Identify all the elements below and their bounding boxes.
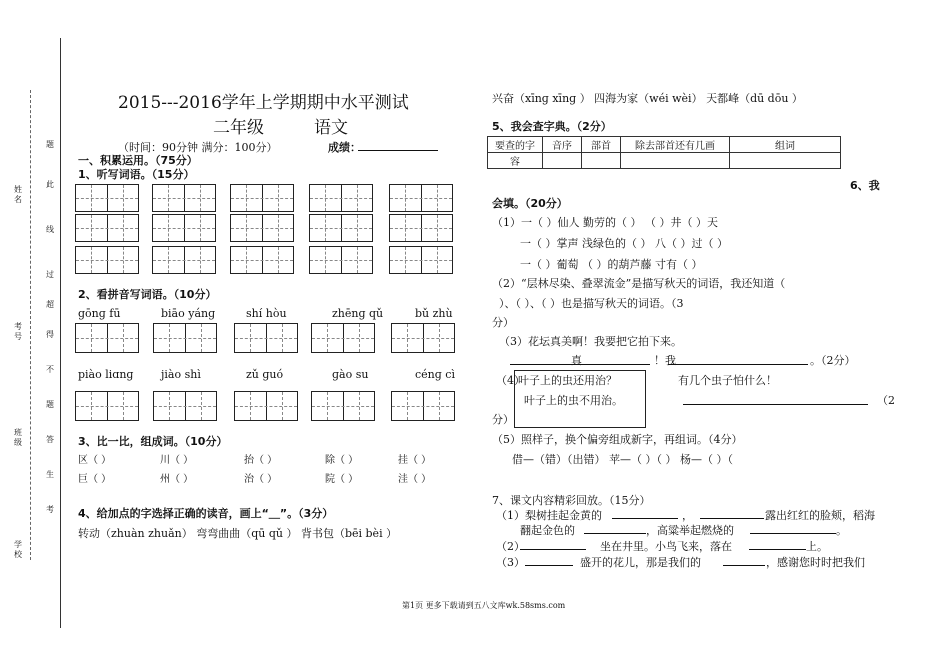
question-6-heading-a: 6、我 [850,179,880,192]
dictation-cell[interactable] [309,184,373,212]
banji-label: 班级 [14,428,22,447]
q7-line-3b: 坐在井里。小鸟飞来，落在 [600,540,732,553]
q7-line-2a: 翻起金色的 [520,524,575,537]
dict-header-bushou: 部首 [582,137,621,153]
compare-word: 除（ ） [325,455,359,466]
dictation-cell[interactable] [152,246,216,274]
seal-char: 题 [46,140,54,149]
compare-word: 巨（ ） [78,474,112,485]
binding-line-dashed [30,90,31,560]
q6-line-5: ）、（ ）、（ ）也是描写秋天的词语。（3 [499,297,684,310]
dictation-cell[interactable] [230,184,294,212]
seal-char: 题 [46,400,54,409]
q7-line-1b: ， [682,509,693,522]
q6-box-line-1: 叶子上的虫还用治？ [518,374,617,387]
pinyin-label: zhēnɡ qǔ [332,307,384,320]
seal-char: 得 [46,330,54,339]
compare-word: 院（ ） [325,474,359,485]
q6-line-9b: 有几个虫子怕什么！ [678,374,777,387]
q7-line-1a: （1）梨树挂起金黄的 [496,509,602,522]
question-1-heading: 1、听写词语。（15分） [78,168,195,181]
grade-label: 二年级 [213,118,264,138]
q7-blank-2[interactable] [700,518,764,519]
pinyin-write-cell[interactable] [311,391,375,421]
question-5-heading: 5、我会查字典。（2分） [492,120,612,133]
q7-line-1c: 露出红红的脸颊，稻海 [765,509,875,522]
pinyin-write-cell[interactable] [234,323,298,353]
q7-blank-3[interactable] [584,533,646,534]
dictionary-table[interactable] [487,136,841,169]
seal-char: 答 [46,435,54,444]
q6-blank-4[interactable] [683,404,868,405]
dictation-cell[interactable] [75,214,139,242]
dict-header-yinxu: 音序 [543,137,582,153]
pinyin-write-cell[interactable] [234,391,298,421]
q6-line-3: 一（ ）葡萄 （ ）的葫芦藤 寸有（ ） [520,258,703,271]
question-2-heading: 2、看拼音写词语。（10分） [78,288,217,301]
score-label: 成绩： [328,141,361,154]
xuexiao-label: 学校 [14,540,22,559]
q6-blank-3b[interactable] [668,364,808,365]
q7-blank-1[interactable] [612,518,678,519]
q6-line-10b: （2 [877,394,895,407]
dictation-cell[interactable] [389,246,453,274]
dictation-cell[interactable] [230,246,294,274]
q6-line-8c: 。（2分） [810,354,856,367]
q7-blank-7[interactable] [525,565,573,566]
dict-char: 容 [488,153,543,169]
q7-line-3a: （2） [496,540,525,553]
pinyin-label: bǔ zhù [415,307,453,320]
pinyin-write-cell[interactable] [391,323,455,353]
seal-char: 线 [46,225,54,234]
q6-line-11: （5）照样子，换个偏旁组成新字，再组词。（4分） [492,433,743,446]
page-title: 2015---2016学年上学期期中水平测试 [118,93,409,113]
pinyin-write-cell[interactable] [153,323,217,353]
pinyin-label: cénɡ cì [415,368,455,381]
q7-blank-4[interactable] [750,533,836,534]
pinyin-label: zǔ ɡuó [246,368,284,381]
pinyin-label: piào liɑnɡ [78,368,134,381]
pinyin-write-cell[interactable] [75,391,139,421]
dictation-cell[interactable] [309,214,373,242]
dictation-cell[interactable] [75,184,139,212]
seal-char: 生 [46,470,54,479]
q7-line-2c: 。 [836,524,847,537]
dictation-cell[interactable] [152,184,216,212]
q6-box-line-2: 叶子上的虫不用治。 [524,394,623,407]
q4-readings-cont: 兴奋（xīnɡ xīnɡ ） 四海为家（wéi wèi） 天都峰（dū dōu ） [492,92,803,105]
q6-line-9a: （4） [496,374,525,387]
q7-line-4a: （3） [496,556,525,569]
dict-header-strokes: 除去部首还有几画 [621,137,730,153]
compare-word: 洼（ ） [398,474,432,485]
dict-strokes-cell[interactable] [621,153,730,169]
seal-char: 不 [46,365,54,374]
pinyin-label: ɡào su [332,368,369,381]
q7-blank-5[interactable] [520,549,586,550]
score-line[interactable] [358,150,438,151]
exam-meta: （时间：90分钟 满分：100分） [118,141,278,154]
q6-line-2: 一（ ）掌声 浅绿色的（ ） 八（ ）过（ ） [520,237,728,250]
question-3-heading: 3、比一比，组成词。（10分） [78,435,228,448]
compare-word: 区（ ） [78,455,112,466]
pinyin-write-cell[interactable] [75,323,139,353]
seal-char: 过 [46,270,54,279]
dictation-cell[interactable] [230,214,294,242]
q4-readings: 转动（zhuàn zhuǎn） 弯弯曲曲（qū qǔ ） 背书包（bēi bèi ） [78,527,398,540]
seal-char: 此 [46,180,54,189]
compare-word: 川（ ） [160,455,194,466]
pinyin-label: gōnɡ fū [78,307,121,320]
binding-line [60,38,61,628]
q6-line-8a: 真 [571,354,582,367]
subject-label: 语文 [314,118,348,138]
seal-char: 超 [46,300,54,309]
dictation-cell[interactable] [389,214,453,242]
q7-line-2b: ，高粱举起燃烧的 [646,524,734,537]
q6-line-8b: ！我 [654,354,676,367]
q7-blank-8[interactable] [723,565,765,566]
dict-header-zuci: 组词 [730,137,841,153]
dictation-cell[interactable] [389,184,453,212]
dictation-cell[interactable] [75,246,139,274]
section-1-heading: 一、积累运用。（75分） [78,154,198,167]
q6-line-6: 分） [492,316,514,329]
dict-zuci-cell[interactable] [730,153,841,169]
q6-line-4: （2）“层林尽染、叠翠流金”是描写秋天的词语，我还知道（ [492,277,786,290]
pinyin-write-cell[interactable] [311,323,375,353]
dictation-cell[interactable] [309,246,373,274]
page-footer: 第1页 更多下载请到五八文库wk.58sms.com [402,601,566,610]
name-label: 姓名 [14,185,22,204]
compare-word: 抬（ ） [244,455,278,466]
pinyin-label: biāo yánɡ [161,307,216,320]
q6-line-7: （3）花坛真美啊！我要把它拍下来。 [499,335,682,348]
dict-header-char: 要查的字 [488,137,543,153]
q6-line-1: （1）一（ ）仙人 勤劳的（ ） （ ）井（ ）天 [492,216,718,229]
q7-line-4c: ，感谢您时时把我们 [766,556,865,569]
q6-line-10a: 分） [492,413,514,426]
pinyin-label: jiào shì [161,368,201,381]
question-4-heading: 4、给加点的字选择正确的读音，画上“＿”。（3分） [78,507,334,520]
q7-line-3c: 上。 [806,540,828,553]
dictation-cell[interactable] [152,214,216,242]
compare-word: 州（ ） [160,474,194,485]
kaohao-label: 考号 [14,322,22,341]
pinyin-write-cell[interactable] [153,391,217,421]
compare-word: 治（ ） [244,474,278,485]
compare-word: 挂（ ） [398,455,432,466]
pinyin-label: shí hòu [246,307,287,320]
pinyin-write-cell[interactable] [391,391,455,421]
seal-char: 考 [46,505,54,514]
q7-blank-6[interactable] [749,549,806,550]
question-7-heading: 7、课文内容精彩回放。（15分） [492,494,651,507]
question-6-heading-b: 会填。（20分） [492,197,568,210]
q7-line-4b: 盛开的花儿，那是我们的 [580,556,701,569]
dict-bushou-cell[interactable] [582,153,621,169]
dict-yinxu-cell[interactable] [543,153,582,169]
q6-line-12: 借—（错）（出错） 苹—（ ）（ ） 杨—（ ）（ [512,453,733,466]
